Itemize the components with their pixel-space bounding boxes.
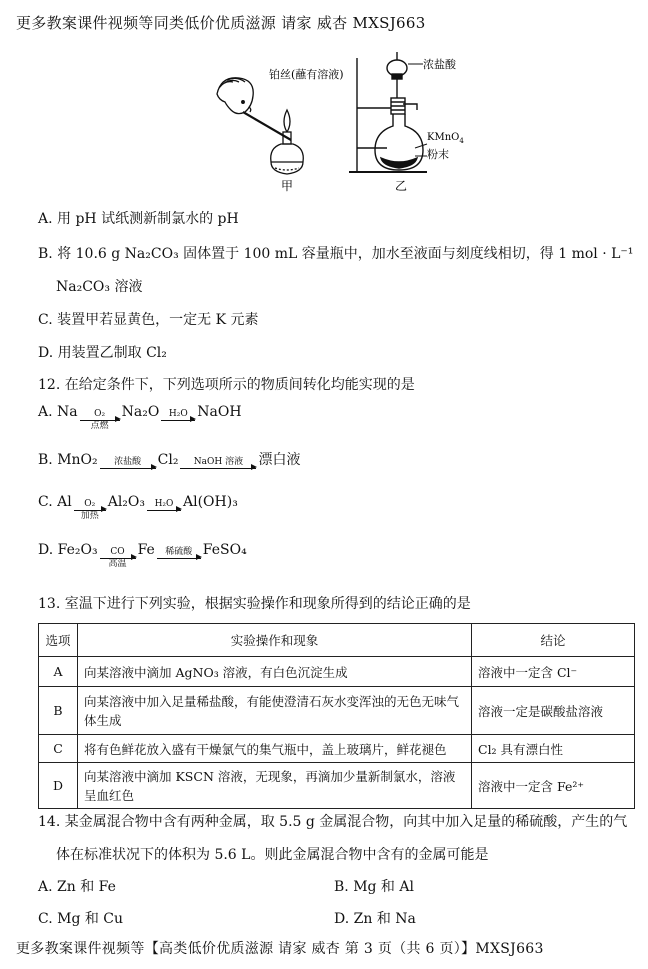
table-row [39, 735, 635, 763]
table-cell-conclusion: 溶液中一定含 Fe²⁺ [472, 763, 635, 809]
flask-stand-icon [349, 52, 427, 172]
q11-option-d: D. 用装置乙制取 Cl₂ [38, 345, 167, 361]
table-row [39, 763, 635, 809]
table-header: 实验操作和现象 [78, 624, 472, 657]
reaction-arrow: 稀硫酸 [157, 547, 201, 569]
q14-option-c: C. Mg 和 Cu [38, 911, 124, 927]
table-cell-operation: 向某溶液中加入足量稀盐酸，有能使澄清石灰水变浑浊的无色无味气体生成 [78, 687, 472, 735]
acid-label: 浓盐酸 [423, 58, 456, 71]
table-row [39, 687, 635, 735]
reaction-arrow: H₂O [161, 409, 195, 431]
q12-option-a: A. Na O₂ 点燃 Na₂O H₂O NaOH [38, 404, 242, 431]
q12-option-d: D. Fe₂O₃ CO 高温 Fe 稀硫酸 FeSO₄ [38, 542, 247, 569]
reaction-arrow: O₂ 加热 [74, 499, 106, 521]
powder-label: 粉末 [427, 148, 449, 161]
reaction-arrow: 浓盐酸 [100, 457, 156, 479]
q11-option-c: C. 装置甲若显黄色，一定无 K 元素 [38, 312, 259, 328]
reaction-arrow: CO 高温 [100, 547, 136, 569]
table-cell-option: A [39, 657, 78, 687]
q14-option-b: B. Mg 和 Al [334, 879, 414, 895]
table-header-row [39, 624, 635, 657]
page-footer: 更多教案课件视频等【高类低价优质滋源 请家 威杏 第 3 页（共 6 页）】MXSJ663 [16, 941, 544, 957]
face-icon [217, 78, 253, 114]
q14-stem-line1: 14. 某金属混合物中含有两种金属，取 5.5 g 金属混合物，向其中加入足量的稀硫酸，产生的气 [38, 814, 628, 830]
table-cell-option: B [39, 687, 78, 735]
alcohol-lamp-icon [271, 110, 304, 174]
q12-stem: 12. 在给定条件下，下列选项所示的物质间转化均能实现的是 [38, 377, 415, 393]
q11-option-b-line2: Na₂CO₃ 溶液 [56, 279, 143, 295]
table-cell-operation: 向某溶液中滴加 AgNO₃ 溶液，有白色沉淀生成 [78, 657, 472, 687]
table-cell-option: C [39, 735, 78, 763]
reaction-arrow: NaOH 溶液 [180, 457, 256, 479]
table-cell-conclusion: Cl₂ 具有漂白性 [472, 735, 635, 763]
label-yi: 乙 [395, 179, 408, 193]
label-jia: 甲 [281, 179, 294, 193]
table-cell-conclusion: 溶液一定是碳酸盐溶液 [472, 687, 635, 735]
table-cell-option: D [39, 763, 78, 809]
table-header: 结论 [472, 624, 635, 657]
apparatus-figure [205, 44, 464, 194]
table-cell-operation: 将有色鲜花放入盛有干燥氯气的集气瓶中，盖上玻璃片，鲜花褪色 [78, 735, 472, 763]
q12-option-c: C. Al O₂ 加热 Al₂O₃ H₂O Al(OH)₃ [38, 494, 238, 521]
q13-table [38, 623, 635, 809]
table-cell-operation: 向某溶液中滴加 KSCN 溶液，无现象，再滴加少量新制氯水，溶液呈血红色 [78, 763, 472, 809]
table-header: 选项 [39, 624, 78, 657]
q11-option-a: A. 用 pH 试纸测新制氯水的 pH [38, 211, 239, 227]
page-header: 更多教案课件视频等同类低价优质滋源 请家 威杏 MXSJ663 [16, 14, 426, 32]
q14-stem-line2: 体在标准状况下的体积为 5.6 L。则此金属混合物中含有的金属可能是 [56, 847, 489, 863]
q14-option-a: A. Zn 和 Fe [38, 879, 116, 895]
reaction-arrow: H₂O [147, 499, 181, 521]
wire-label: 铂丝(蘸有溶液) [269, 68, 344, 81]
q11-option-b-line1: B. 将 10.6 g Na₂CO₃ 固体置于 100 mL 容量瓶中，加水至液面与刻度线相切，得 1 mol · L⁻¹ [38, 246, 634, 262]
q14-option-d: D. Zn 和 Na [334, 911, 416, 927]
q13-stem: 13. 室温下进行下列实验，根据实验操作和现象所得到的结论正确的是 [38, 596, 471, 612]
table-cell-conclusion: 溶液中一定含 Cl⁻ [472, 657, 635, 687]
table-row [39, 657, 635, 687]
q12-option-b: B. MnO₂ 浓盐酸 Cl₂ NaOH 溶液 漂白液 [38, 449, 300, 479]
reaction-arrow: O₂ 点燃 [80, 409, 120, 431]
kmno4-label: KMnO$_4$ [427, 132, 464, 145]
